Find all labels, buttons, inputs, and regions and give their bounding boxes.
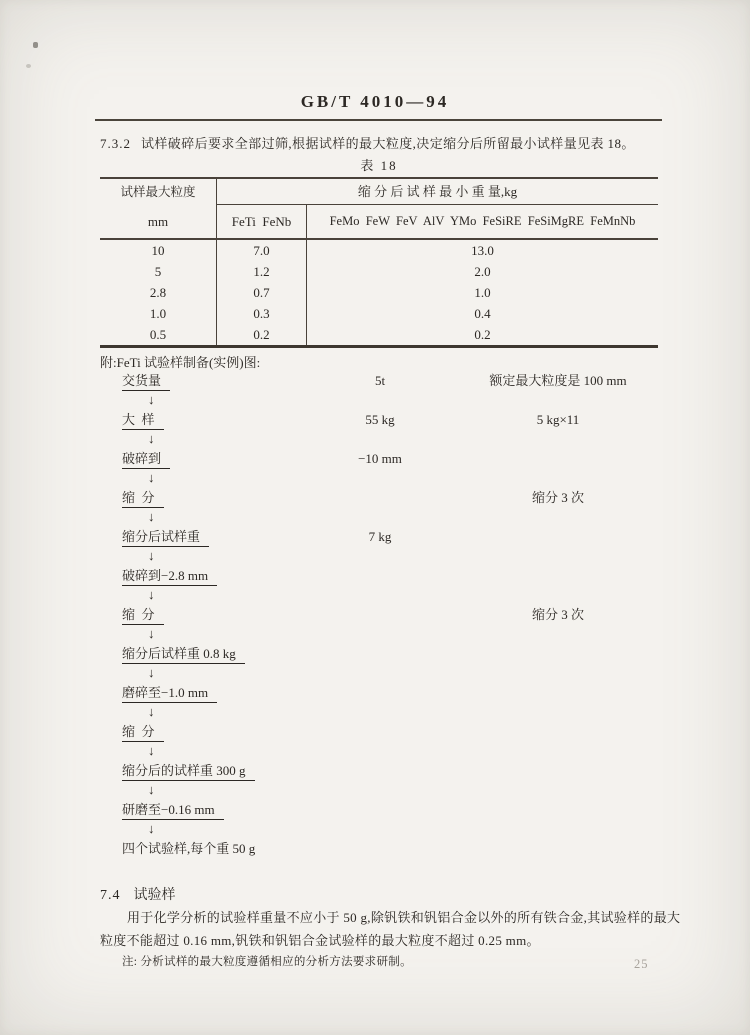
page-number: 25 bbox=[634, 957, 649, 971]
column-header-max-size: 试样最大粒度 bbox=[100, 179, 217, 205]
down-arrow-icon: ↓ bbox=[148, 392, 155, 407]
down-arrow-icon: ↓ bbox=[148, 509, 155, 524]
flowchart-step-label: 缩分后试样重 bbox=[122, 528, 209, 547]
flowchart-step-label: 缩 分 bbox=[122, 606, 164, 625]
flowchart-step-label: 缩 分 bbox=[122, 723, 164, 742]
flowchart-step-label: 缩分后的试样重 300 g bbox=[122, 762, 255, 781]
cell-group2: 0.4 bbox=[474, 306, 491, 321]
flowchart-step bbox=[100, 489, 660, 509]
flowchart-step-label: 四个试验样,每个重 50 g bbox=[122, 841, 256, 856]
table-header-row-1 bbox=[100, 179, 658, 205]
column-header-group2: FeMo FeW FeV AlV YMo FeSiRE FeSiMgRE FeMnNb bbox=[329, 214, 636, 228]
down-arrow-icon: ↓ bbox=[148, 431, 155, 446]
down-arrow-icon: ↓ bbox=[148, 821, 155, 836]
cell-size: 0.5 bbox=[100, 324, 217, 345]
flowchart-step bbox=[100, 528, 660, 548]
flowchart-step bbox=[100, 567, 660, 587]
flowchart-step-label: 缩 分 bbox=[122, 489, 164, 508]
flowchart-step-label: 研磨至−0.16 mm bbox=[122, 801, 224, 820]
flowchart-step bbox=[100, 801, 660, 821]
flowchart-step-label: 破碎到 bbox=[122, 450, 170, 469]
flowchart-step bbox=[100, 645, 660, 665]
column-header-group1: FeTi FeNb bbox=[217, 205, 307, 238]
flowchart-intro: 附:FeTi 试验样制备(实例)图: bbox=[100, 355, 261, 370]
cell-group1: 1.2 bbox=[217, 261, 307, 282]
down-arrow-icon: ↓ bbox=[148, 470, 155, 485]
cell-size: 10 bbox=[100, 240, 217, 261]
clause-7-4-note: 注: 分析试样的最大粒度遵循相应的分析方法要求研制。 bbox=[122, 956, 412, 968]
down-arrow-icon: ↓ bbox=[148, 743, 155, 758]
flowchart-step-annotation: 缩分 3 次 bbox=[531, 607, 584, 622]
cell-group2: 0.2 bbox=[474, 327, 491, 342]
flowchart-step-label: 大 样 bbox=[122, 411, 164, 430]
flowchart-step-annotation: 5 kg×11 bbox=[536, 412, 580, 427]
standard-number-header: GB/T 4010—94 bbox=[300, 92, 450, 111]
flowchart-step-value: 5t bbox=[374, 373, 386, 388]
flowchart-step-annotation: 额定最大粒度是 100 mm bbox=[489, 373, 627, 388]
cell-group1: 0.2 bbox=[217, 324, 307, 345]
column-header-min-weight: 缩 分 后 试 样 最 小 重 量,kg bbox=[217, 179, 658, 205]
clause-number: 7.3.2 bbox=[100, 136, 131, 151]
flowchart-step bbox=[100, 840, 660, 860]
flowchart-step-label: 交货量 bbox=[122, 372, 170, 391]
clause-title: 试验样 bbox=[133, 888, 176, 903]
flowchart-step bbox=[100, 450, 660, 470]
down-arrow-icon: ↓ bbox=[148, 665, 155, 680]
table-header-row-2 bbox=[100, 205, 658, 238]
down-arrow-icon: ↓ bbox=[148, 626, 155, 641]
flowchart-step-label: 缩分后试样重 0.8 kg bbox=[122, 645, 245, 664]
clause-7-4-body-line2: 粒度不能超过 0.16 mm,钒铁和钒铝合金试验样的最大粒度不超过 0.25 mm。 bbox=[100, 933, 540, 948]
table-row bbox=[100, 324, 658, 345]
clause-number: 7.4 bbox=[100, 888, 121, 903]
header-rule bbox=[95, 119, 662, 121]
flowchart-step bbox=[100, 411, 660, 431]
scan-speck bbox=[26, 64, 31, 68]
flowchart-step-annotation: 缩分 3 次 bbox=[531, 490, 584, 505]
flowchart-step-value: −10 mm bbox=[358, 451, 402, 466]
flowchart-step bbox=[100, 723, 660, 743]
table-row bbox=[100, 240, 658, 261]
clause-7-4-body-line1: 用于化学分析的试验样重量不应小于 50 g,除钒铁和钒铝合金以外的所有铁合金,其试验样的最大 bbox=[127, 910, 681, 925]
table-row bbox=[100, 261, 658, 282]
cell-group2: 1.0 bbox=[474, 285, 491, 300]
table-18 bbox=[100, 177, 658, 348]
scan-speck bbox=[33, 42, 38, 48]
flowchart-step bbox=[100, 606, 660, 626]
flowchart-step bbox=[100, 684, 660, 704]
down-arrow-icon: ↓ bbox=[148, 782, 155, 797]
clause-7-4-heading bbox=[100, 884, 176, 904]
cell-size: 5 bbox=[100, 261, 217, 282]
flowchart-step bbox=[100, 762, 660, 782]
table-row bbox=[100, 303, 658, 324]
flowchart-step-value: 7 kg bbox=[368, 529, 392, 544]
down-arrow-icon: ↓ bbox=[148, 587, 155, 602]
down-arrow-icon: ↓ bbox=[148, 548, 155, 563]
cell-group1: 7.0 bbox=[217, 240, 307, 261]
cell-group1: 0.3 bbox=[217, 303, 307, 324]
flowchart-step-value: 55 kg bbox=[365, 412, 395, 427]
column-header-unit: mm bbox=[100, 205, 217, 238]
table-caption: 表 18 bbox=[360, 158, 398, 173]
cell-group2: 2.0 bbox=[474, 264, 491, 279]
cell-group2: 13.0 bbox=[471, 243, 494, 258]
flowchart-step bbox=[100, 372, 660, 392]
flowchart-step-label: 磨碎至−1.0 mm bbox=[122, 684, 217, 703]
table-row bbox=[100, 282, 658, 303]
sample-preparation-flowchart bbox=[100, 372, 660, 860]
clause-text: 试样破碎后要求全部过筛,根据试样的最大粒度,决定缩分后所留最小试样量见表 18。 bbox=[141, 136, 635, 151]
cell-size: 2.8 bbox=[100, 282, 217, 303]
cell-group1: 0.7 bbox=[217, 282, 307, 303]
down-arrow-icon: ↓ bbox=[148, 704, 155, 719]
flowchart-step-label: 破碎到−2.8 mm bbox=[122, 567, 217, 586]
clause-7-3-2 bbox=[100, 133, 720, 152]
cell-size: 1.0 bbox=[100, 303, 217, 324]
